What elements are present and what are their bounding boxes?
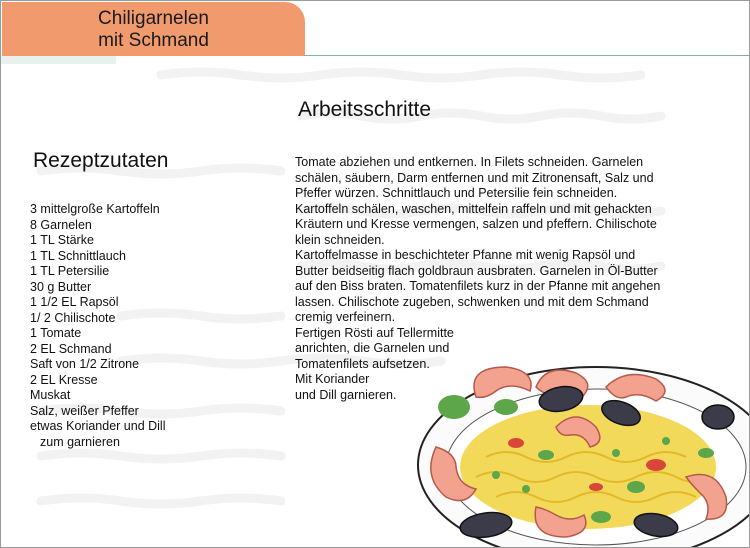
ingredient-item: Muskat: [30, 388, 71, 402]
ingredient-item: 3 mittelgroße Kartoffeln: [30, 202, 160, 216]
steps-line: anrichten, die Garnelen und: [295, 341, 450, 355]
steps-line: Kräutern und Kresse vermengen, salzen und pfeffern. Chilischote: [295, 217, 657, 231]
steps-line: auf den Biss braten. Tomatenfilets kurz in der Pfanne mit angehen: [295, 279, 661, 293]
ingredient-item: 8 Garnelen: [30, 217, 92, 232]
steps-line: Tomate abziehen und entkernen. In Filets schneiden. Garnelen: [295, 155, 644, 169]
ingredient-item: 2 EL Schmand: [30, 341, 112, 356]
ingredients-list: [30, 202, 166, 450]
dish-illustration-icon: [406, 357, 749, 547]
steps-line: schälen, säubern, Darm entfernen und mit Zitronensaft, Salz und: [295, 170, 654, 185]
steps-line: Tomatenfilets aufsetzen.: [295, 356, 430, 371]
steps-line: und Dill garnieren.: [295, 387, 397, 402]
ingredient-item: 1/ 2 Chilischote: [30, 310, 116, 325]
tab-baseline: [304, 55, 749, 56]
steps-line: cremig verfeinern.: [295, 310, 396, 324]
steps-line: Pfeffer würzen. Schnittlauch und Petersilie fein schneiden.: [295, 186, 618, 200]
recipe-title-line2: mit Schmand: [98, 30, 209, 51]
ingredient-item: Salz, weißer Pfeffer: [30, 403, 139, 418]
ingredient-item: zum garnieren: [40, 434, 120, 449]
ingredient-item: 1 TL Petersilie: [30, 264, 110, 278]
ingredient-item: 1 TL Stärke: [30, 233, 94, 247]
ingredient-item: 30 g Butter: [30, 279, 92, 294]
steps-line: klein schneiden.: [295, 232, 385, 247]
ingredient-item: 1 1/2 EL Rapsöl: [30, 295, 119, 309]
ingredient-item: etwas Koriander und Dill: [30, 419, 166, 433]
steps-line: Butter beidseitig flach goldbraun ausbraten. Garnelen in Öl-Butter: [295, 263, 658, 278]
ingredient-item: 1 TL Schnittlauch: [30, 248, 126, 263]
ingredient-item: 2 EL Kresse: [30, 372, 98, 387]
recipe-title-line1: Chiligarnelen: [98, 8, 209, 29]
ingredient-item: 1 Tomate: [30, 326, 82, 340]
steps-line: Mit Koriander: [295, 372, 370, 386]
steps-heading: Arbeitsschritte: [298, 98, 432, 121]
tab-shadow-strip: [1, 56, 116, 64]
steps-line: Fertigen Rösti auf Tellermitte: [295, 325, 454, 340]
steps-line: lassen. Chilischote zugeben, schwenken und mit dem Schmand: [295, 294, 649, 309]
steps-line: Kartoffelmasse in beschichteter Pfanne mit wenig Rapsöl und: [295, 248, 636, 262]
recipe-title-tab[interactable]: [2, 2, 305, 56]
steps-line: Kartoffeln schälen, waschen, mittelfein raffeln und mit gehackten: [295, 201, 652, 216]
ingredients-heading: Rezeptzutaten: [33, 149, 169, 172]
ingredient-item: Saft von 1/2 Zitrone: [30, 357, 140, 371]
